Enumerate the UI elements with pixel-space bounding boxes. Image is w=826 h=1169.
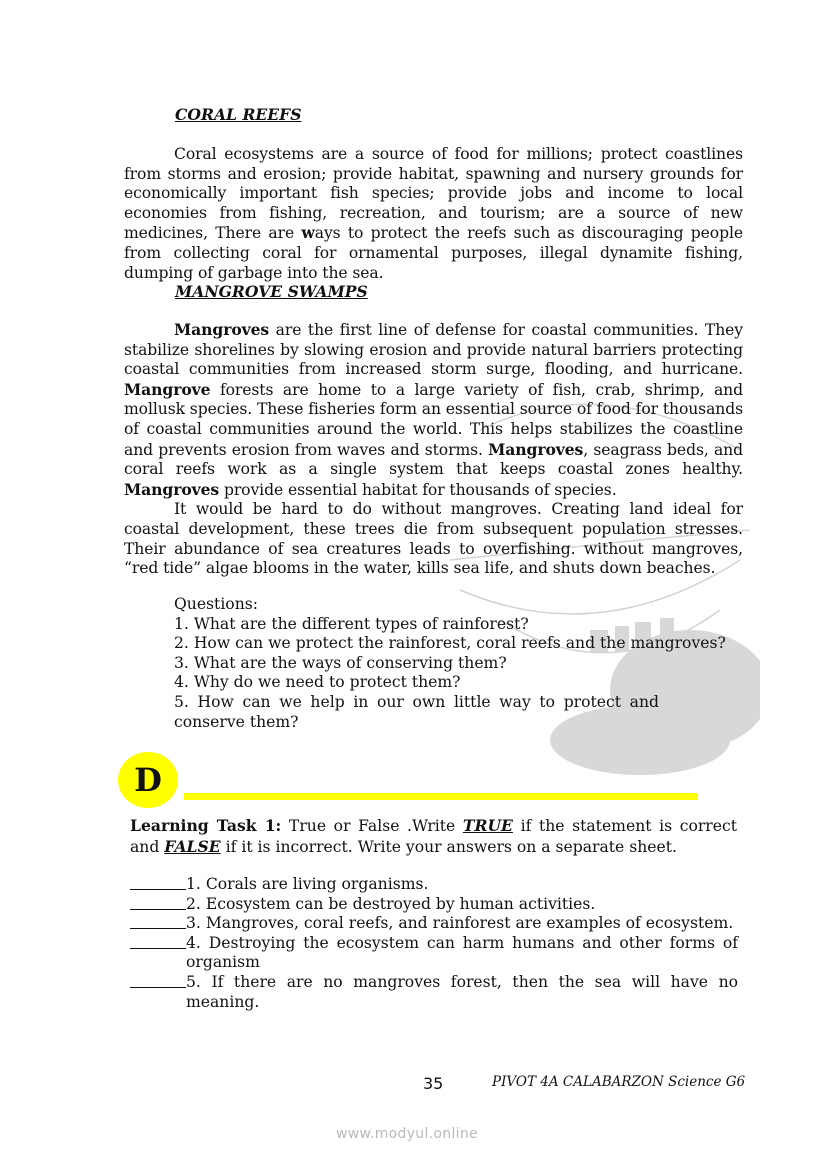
text-run: , seagrass beds, and coral reefs work as a single system that keeps coastal zones healthy. <box>124 440 743 479</box>
question-item: 2. How can we protect the rainforest, coral reefs and the mangroves? <box>174 634 726 653</box>
mangrove-section <box>124 320 743 579</box>
true-keyword: TRUE <box>462 816 513 835</box>
page-number: 35 <box>423 1074 444 1093</box>
coral-text-b: ays to protect the reefs such as discouraging people from collecting coral for ornamental purposes, illegal dynamite fishing, dumping of garbage into the sea. <box>124 224 743 282</box>
question-item: 3. What are the ways of conserving them? <box>174 653 507 672</box>
text-run: if the statement is correct and <box>130 817 737 856</box>
site-watermark[interactable]: www.modyul.online <box>336 1126 478 1142</box>
bold-term: Mangrove <box>124 379 211 399</box>
task-title: Learning Task 1: <box>130 816 282 835</box>
task-item <box>130 895 738 915</box>
question-item: 5. How can we help in our own little way to protect and conserve them? <box>174 692 659 731</box>
coral-reefs-heading: CORAL REEFS <box>175 105 302 124</box>
answer-blank[interactable] <box>130 914 186 929</box>
footer-title: PIVOT 4A CALABARZON Science G6 <box>492 1074 746 1090</box>
question-item: 4. Why do we need to protect them? <box>174 673 461 692</box>
section-divider <box>184 793 698 800</box>
bold-term: Mangroves <box>488 439 584 459</box>
bold-term: Mangroves <box>124 479 220 499</box>
mangrove-paragraph-1 <box>124 320 743 500</box>
questions-label: Questions: <box>174 595 258 613</box>
text-run: are the first line of defense for coastal communities. They stabilize shorelines by slowing erosion and provide natural barriers protecting coastal communities from increased storm surge, flooding, and hurricane. <box>124 321 743 379</box>
text-run: if it is incorrect. Write your answers on a separate sheet. <box>220 837 677 856</box>
answer-blank[interactable] <box>130 875 186 890</box>
task-item <box>130 973 738 1012</box>
task-item <box>130 875 738 895</box>
learning-task-instructions <box>130 816 737 857</box>
answer-blank[interactable] <box>130 973 186 988</box>
text-run: forests are home to a large variety of fish, crab, shrimp, and mollusk species. These fisheries form an essential source of food for thousands of coastal communities around the world. This helps stabilizes the coastline and prevents erosion from waves and storms. <box>124 380 744 459</box>
task-item <box>130 914 738 934</box>
text-run: provide essential habitat for thousands of species. <box>219 480 617 499</box>
task-item-text: 3. Mangroves, coral reefs, and rainforest are examples of ecosystem. <box>186 914 734 933</box>
task-item <box>130 934 738 973</box>
coral-text-a: Coral ecosystems are a source of food for millions; protect coastlines from storms and erosion; provide habitat, spawning and nursery grounds for economically important fish species; provide jobs and income to local economies from fishing, recreation, and tourism; are a source of new medicines, There are <box>124 145 743 243</box>
coral-reefs-paragraph <box>124 145 743 283</box>
question-item: 1. What are the different types of rainforest? <box>174 614 529 633</box>
true-false-items <box>130 875 738 1012</box>
section-letter-badge: D <box>118 752 178 808</box>
task-item-text: 5. If there are no mangroves forest, then the sea will have no meaning. <box>186 972 738 1011</box>
answer-blank[interactable] <box>130 895 186 910</box>
mangrove-swamps-heading: MANGROVE SWAMPS <box>175 282 368 301</box>
mangrove-paragraph-2: It would be hard to do without mangroves. Creating land ideal for coastal development, these trees die from subsequent population stresses. Their abundance of sea creatures leads to overfishing. without mangroves, “red tide” algae blooms in the water, kills sea life, and shuts down beaches. <box>124 500 743 578</box>
task-item-text: 4. Destroying the ecosystem can harm humans and other forms of organism <box>186 933 738 972</box>
task-item-text: 1. Corals are living organisms. <box>186 875 429 893</box>
task-item-text: 2. Ecosystem can be destroyed by human activities. <box>186 894 596 913</box>
false-keyword: FALSE <box>164 836 221 856</box>
text-run: True or False .Write <box>281 817 463 835</box>
coral-text-bold: w <box>301 223 315 243</box>
questions-list <box>174 595 744 732</box>
answer-blank[interactable] <box>130 934 186 949</box>
bold-term: Mangroves <box>174 320 270 339</box>
